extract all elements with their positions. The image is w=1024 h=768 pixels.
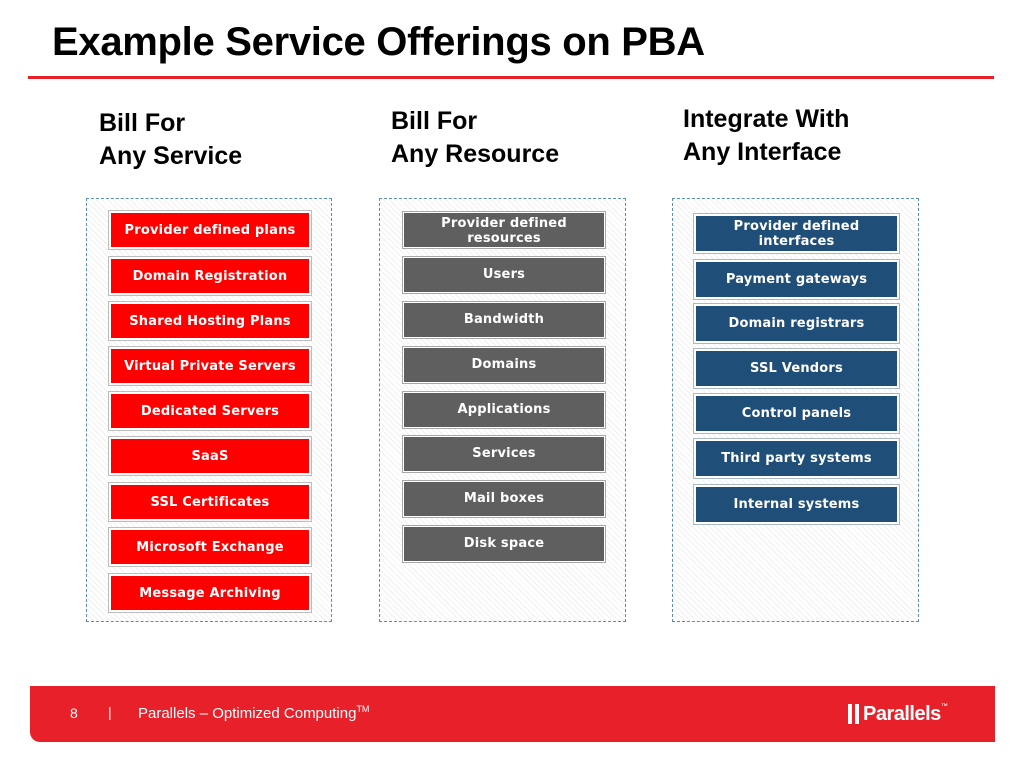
interface-item: SSL Vendors — [694, 349, 899, 388]
footer-tagline-text: Parallels – Optimized Computing — [138, 705, 357, 722]
interface-item: Internal systems — [694, 485, 899, 524]
resource-item: Domains — [403, 347, 605, 383]
parallels-logo — [848, 700, 947, 728]
resource-item: Disk space — [403, 526, 605, 562]
resource-item: Provider defined resources — [403, 212, 605, 248]
logo-wordmark: Parallels — [863, 702, 941, 725]
slide-footer — [30, 686, 995, 742]
service-item: SSL Certificates — [109, 483, 311, 521]
service-item: Domain Registration — [109, 257, 311, 295]
footer-separator: | — [108, 704, 112, 720]
interface-item: Provider defined interfaces — [694, 214, 899, 253]
interface-item: Payment gateways — [694, 260, 899, 299]
services-panel — [86, 198, 332, 622]
service-item: Shared Hosting Plans — [109, 302, 311, 340]
resource-item: Applications — [403, 392, 605, 428]
title-divider — [28, 76, 994, 79]
service-item: Message Archiving — [109, 574, 311, 612]
column-heading-line: Integrate With — [683, 105, 850, 133]
column-heading-resources — [391, 105, 559, 171]
column-heading-line: Any Service — [99, 142, 243, 170]
column-heading-line: Any Resource — [391, 140, 560, 168]
footer-tagline — [138, 704, 369, 722]
service-item: Provider defined plans — [109, 211, 311, 249]
page-number: 8 — [70, 705, 78, 721]
parallels-logo-text — [863, 703, 947, 726]
interface-item: Third party systems — [694, 439, 899, 478]
interfaces-panel — [672, 198, 919, 622]
column-heading-services — [99, 107, 242, 173]
service-item: Microsoft Exchange — [109, 528, 311, 566]
parallels-logo-icon — [848, 704, 859, 724]
column-heading-interfaces — [683, 103, 849, 169]
interface-item: Control panels — [694, 394, 899, 433]
service-item: Virtual Private Servers — [109, 347, 311, 385]
resources-panel — [379, 198, 626, 622]
column-heading-line: Bill For — [99, 109, 186, 137]
resource-item: Mail boxes — [403, 481, 605, 517]
resource-item: Users — [403, 257, 605, 293]
resource-item: Bandwidth — [403, 302, 605, 338]
logo-trademark: ™ — [940, 702, 948, 710]
resource-item: Services — [403, 436, 605, 472]
trademark-mark: TM — [356, 704, 370, 714]
service-item: Dedicated Servers — [109, 392, 311, 430]
slide-title: Example Service Offerings on PBA — [52, 20, 705, 64]
service-item: SaaS — [109, 437, 311, 475]
interface-item: Domain registrars — [694, 304, 899, 343]
column-heading-line: Any Interface — [683, 138, 842, 166]
column-heading-line: Bill For — [391, 107, 478, 135]
